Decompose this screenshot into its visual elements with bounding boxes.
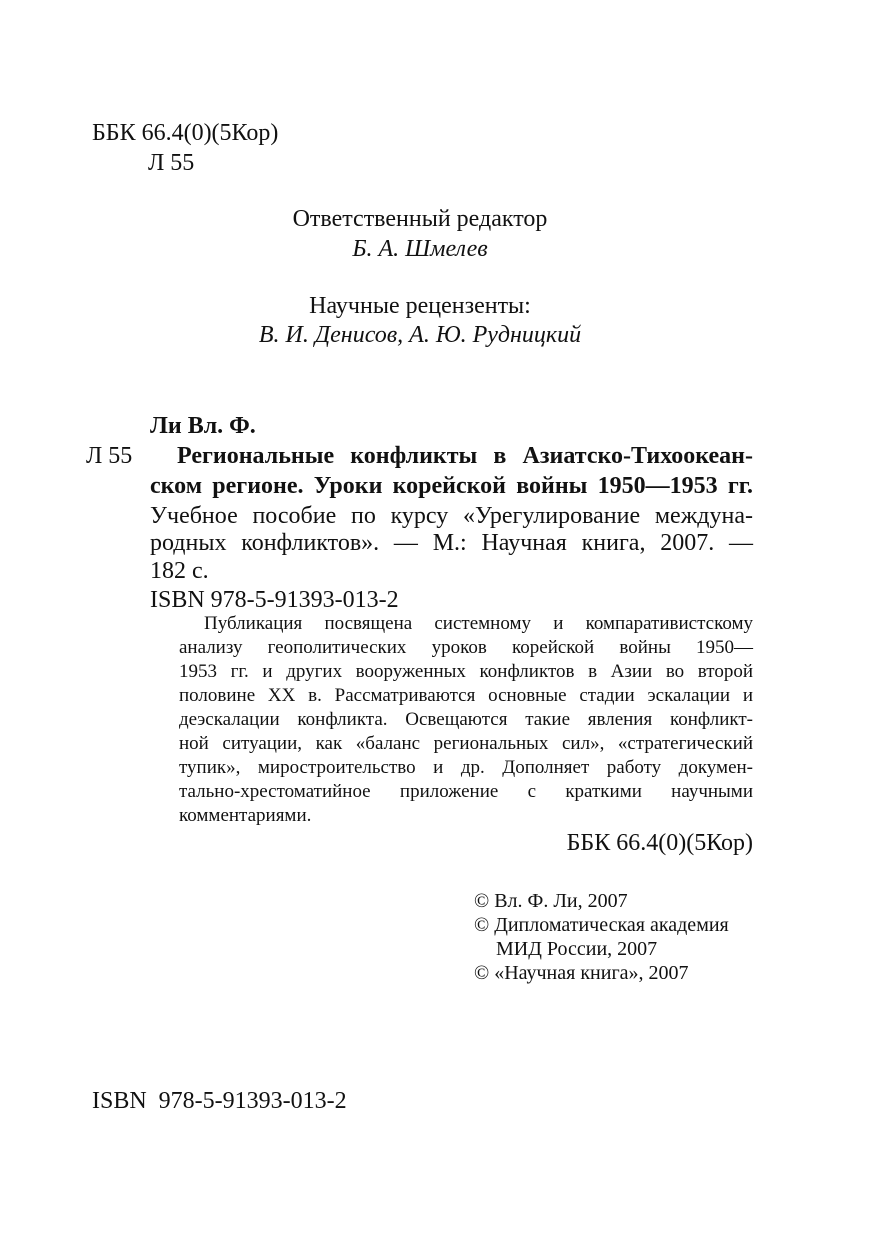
copyright-line: © «Научная книга», 2007 bbox=[474, 962, 689, 984]
entry-title-line: ском регионе. Уроки корейской войны 1950—1953 гг. bbox=[150, 473, 753, 499]
abstract-line: комментариями. bbox=[179, 805, 312, 826]
editor-name: Б. А. Шмелев bbox=[352, 236, 488, 262]
reviewers-names: В. И. Денисов, А. Ю. Рудницкий bbox=[258, 322, 582, 348]
copyright-line: МИД России, 2007 bbox=[496, 938, 658, 960]
abstract-bbk: ББК 66.4(0)(5Кор) bbox=[566, 830, 753, 856]
editor-label: Ответственный редактор bbox=[292, 206, 548, 232]
abstract-line: тально-хрестоматийное приложение с краткими научными bbox=[179, 781, 753, 802]
entry-author-mark: Л 55 bbox=[86, 443, 133, 469]
footer-isbn: ISBN 978-5-91393-013-2 bbox=[92, 1088, 347, 1114]
entry-author: Ли Вл. Ф. bbox=[150, 413, 256, 439]
entry-desc-line: 182 с. bbox=[150, 558, 209, 584]
abstract-line: Публикация посвящена системному и компаративистскому bbox=[204, 613, 753, 634]
abstract-line: ной ситуации, как «баланс региональных сил», «стратегический bbox=[179, 733, 753, 754]
entry-isbn: ISBN 978-5-91393-013-2 bbox=[150, 587, 399, 613]
bbk-code: ББК 66.4(0)(5Кор) bbox=[92, 120, 279, 146]
abstract-line: 1953 гг. и других вооруженных конфликтов в Азии во второй bbox=[179, 661, 753, 682]
abstract-line: деэскалации конфликта. Освещаются такие явления конфликт- bbox=[179, 709, 753, 730]
copyright-line: © Вл. Ф. Ли, 2007 bbox=[474, 890, 628, 912]
author-mark: Л 55 bbox=[148, 150, 195, 176]
entry-desc-line: родных конфликтов». — М.: Научная книга, 2007. — bbox=[150, 530, 753, 556]
entry-title-line: Региональные конфликты в Азиатско-Тихоокеан- bbox=[177, 443, 753, 469]
reviewers-label: Научные рецензенты: bbox=[309, 293, 531, 319]
abstract-line: анализу геополитических уроков корейской войны 1950— bbox=[179, 637, 753, 658]
copyright-line: © Дипломатическая академия bbox=[474, 914, 729, 936]
abstract-line: тупик», миростроительство и др. Дополняет работу докумен- bbox=[179, 757, 753, 778]
entry-desc-line: Учебное пособие по курсу «Урегулирование междуна- bbox=[150, 503, 753, 529]
abstract-line: половине XX в. Рассматриваются основные стадии эскалации и bbox=[179, 685, 753, 706]
